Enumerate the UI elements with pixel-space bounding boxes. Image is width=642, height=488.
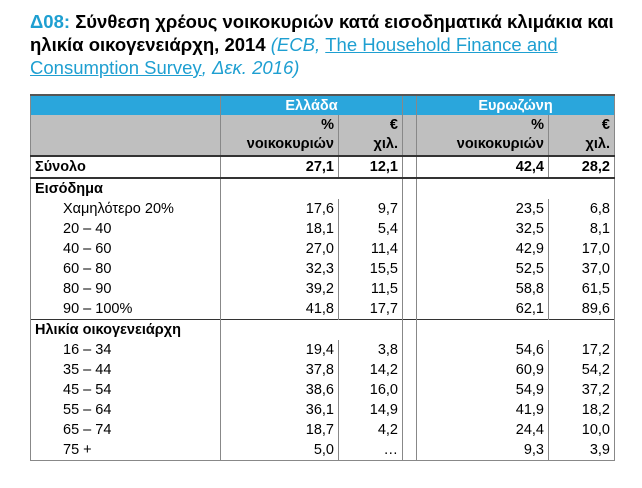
row-label: 90 – 100%	[31, 299, 221, 320]
row-label: Σύνολο	[31, 156, 221, 178]
row-label: 16 – 34	[31, 340, 221, 360]
column-header-row	[31, 115, 615, 156]
cell-gr-pct: 37,8	[221, 360, 339, 380]
cell-gr-pct: 5,0	[221, 440, 339, 461]
cell-ez-pct: 24,4	[417, 420, 549, 440]
group-header-row	[31, 95, 615, 115]
cell-gr-eur: 11,5	[339, 279, 403, 299]
cell-ez-pct: 54,6	[417, 340, 549, 360]
row-label: Χαμηλότερο 20%	[31, 199, 221, 219]
table-row	[31, 420, 615, 440]
row-label: 35 – 44	[31, 360, 221, 380]
cell-ez-eur: 28,2	[549, 156, 615, 178]
cell-gr-pct: 32,3	[221, 259, 339, 279]
cell-ez-pct: 60,9	[417, 360, 549, 380]
table-row	[31, 380, 615, 400]
cell-ez-eur: 17,2	[549, 340, 615, 360]
col-gr-pct: % νοικοκυριών	[221, 115, 339, 156]
col-ez-pct: % νοικοκυριών	[417, 115, 549, 156]
title-text: Σύνθεση χρέους νοικοκυριών κατά εισοδηματικά κλιμάκια και ηλικία οικογενειάρχη, 2014	[30, 11, 614, 55]
cell-ez-eur: 18,2	[549, 400, 615, 420]
cell-gr-eur: 11,4	[339, 239, 403, 259]
source-close: , Δεκ. 2016)	[201, 57, 300, 78]
cell-ez-eur: 8,1	[549, 219, 615, 239]
cell-ez-pct: 9,3	[417, 440, 549, 461]
cell-gr-pct: 18,1	[221, 219, 339, 239]
section-label: Εισόδημα	[31, 178, 221, 199]
cell-gr-eur: 15,5	[339, 259, 403, 279]
cell-gr-eur: 16,0	[339, 380, 403, 400]
cell-ez-eur: 10,0	[549, 420, 615, 440]
cell-gr-pct: 17,6	[221, 199, 339, 219]
row-label: 60 – 80	[31, 259, 221, 279]
cell-gr-pct: 39,2	[221, 279, 339, 299]
section-heading-income	[31, 178, 615, 199]
cell-ez-pct: 41,9	[417, 400, 549, 420]
row-label: 55 – 64	[31, 400, 221, 420]
cell-ez-pct: 42,9	[417, 239, 549, 259]
row-label: 20 – 40	[31, 219, 221, 239]
document-title	[30, 10, 630, 79]
cell-ez-eur: 6,8	[549, 199, 615, 219]
table-row	[31, 340, 615, 360]
row-label: 80 – 90	[31, 279, 221, 299]
col-gr-eur: € χιλ.	[339, 115, 403, 156]
source-open: (ECB,	[270, 34, 321, 55]
cell-ez-pct: 62,1	[417, 299, 549, 320]
cell-gr-eur: 3,8	[339, 340, 403, 360]
row-label: 40 – 60	[31, 239, 221, 259]
table-row	[31, 259, 615, 279]
source-link[interactable]: The Household Finance and Consumption Survey	[30, 34, 558, 78]
cell-ez-pct: 58,8	[417, 279, 549, 299]
group-eurozone: Ευρωζώνη	[417, 95, 615, 115]
row-label: 65 – 74	[31, 420, 221, 440]
table-row	[31, 400, 615, 420]
cell-ez-eur: 17,0	[549, 239, 615, 259]
cell-ez-pct: 32,5	[417, 219, 549, 239]
table-row	[31, 219, 615, 239]
cell-ez-eur: 89,6	[549, 299, 615, 320]
cell-gr-eur: 14,2	[339, 360, 403, 380]
cell-gr-eur: 17,7	[339, 299, 403, 320]
total-row	[31, 156, 615, 178]
cell-ez-pct: 42,4	[417, 156, 549, 178]
cell-ez-eur: 61,5	[549, 279, 615, 299]
title-code: Δ08:	[30, 11, 71, 32]
cell-gr-pct: 27,1	[221, 156, 339, 178]
cell-gr-pct: 36,1	[221, 400, 339, 420]
cell-gr-pct: 27,0	[221, 239, 339, 259]
debt-composition-table	[30, 94, 615, 461]
cell-ez-eur: 37,2	[549, 380, 615, 400]
section-heading-age	[31, 320, 615, 341]
table-row	[31, 440, 615, 461]
cell-gr-pct: 19,4	[221, 340, 339, 360]
cell-gr-eur: 4,2	[339, 420, 403, 440]
cell-ez-pct: 52,5	[417, 259, 549, 279]
cell-ez-eur: 37,0	[549, 259, 615, 279]
cell-gr-eur: 14,9	[339, 400, 403, 420]
cell-ez-pct: 54,9	[417, 380, 549, 400]
cell-ez-pct: 23,5	[417, 199, 549, 219]
cell-ez-eur: 54,2	[549, 360, 615, 380]
group-greece: Ελλάδα	[221, 95, 403, 115]
table-row	[31, 199, 615, 219]
row-label: 75 +	[31, 440, 221, 461]
table-row	[31, 360, 615, 380]
cell-gr-pct: 38,6	[221, 380, 339, 400]
row-label: 45 – 54	[31, 380, 221, 400]
col-ez-eur: € χιλ.	[549, 115, 615, 156]
cell-gr-pct: 41,8	[221, 299, 339, 320]
table-row	[31, 299, 615, 320]
cell-gr-pct: 18,7	[221, 420, 339, 440]
section-label: Ηλικία οικογενειάρχη	[31, 320, 221, 341]
cell-gr-eur: 5,4	[339, 219, 403, 239]
cell-gr-eur: …	[339, 440, 403, 461]
cell-ez-eur: 3,9	[549, 440, 615, 461]
cell-gr-eur: 9,7	[339, 199, 403, 219]
table-row	[31, 239, 615, 259]
cell-gr-eur: 12,1	[339, 156, 403, 178]
table-row	[31, 279, 615, 299]
